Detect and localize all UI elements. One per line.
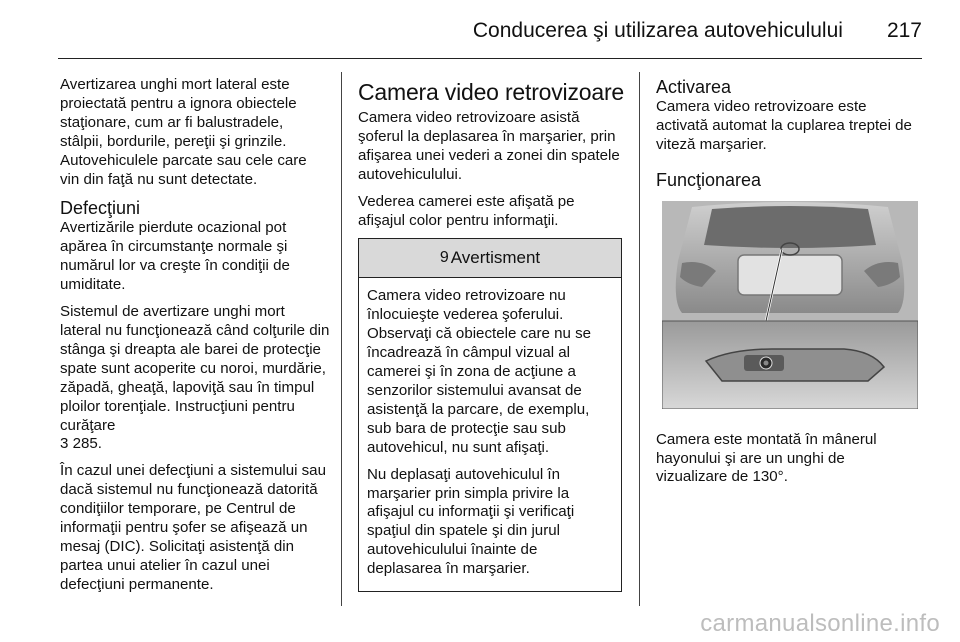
header-rule: [58, 58, 922, 59]
column-divider: [639, 72, 640, 606]
section-heading-activation: Activarea: [656, 77, 732, 97]
section-heading-camera: Camera video retrovizoare: [358, 79, 625, 105]
paragraph: Avertizările pierdute ocazional pot apărea în circumstanţe normale şi numărul lor va creşte în condiţii de umiditate.: [60, 219, 290, 294]
page-reference-link[interactable]: 285.: [72, 435, 102, 453]
rear-camera-illustration: [662, 201, 918, 409]
column-3: [656, 76, 918, 495]
page-title: Conducerea şi utilizarea autovehiculului: [472, 19, 843, 42]
column-2: [358, 78, 624, 592]
watermark: carmanualsonline.info: [700, 610, 940, 637]
paragraph: Vederea camerei este afişată pe afişajul color pentru informaţii.: [358, 192, 575, 229]
paragraph: Camera video retrovizoare nu înlocuieşte vederea şoferului. Observaţi că obiectele care nu se încadrează în câmpul vizual al camerei şi în zona de acţiune a senzorilor sistemului avansat de asistenţă la parcare, de exemplu, sub bara de protecţie sau sub autovehicul, nu sunt afişaţi.: [367, 287, 592, 456]
paragraph: În cazul unei defecţiuni a sistemului sau dacă sistemul nu funcţionează datorită condiţiilor temporare, pe Centrul de informaţii pentru şofer se afişează un mesaj (DIC). Solicitaţi asistenţă din partea unui atelier în cazul unei defecţiuni permanente.: [60, 462, 326, 593]
column-1: [60, 76, 330, 603]
warning-box: [358, 238, 622, 592]
page-number: 217: [886, 19, 922, 42]
page-header: [60, 14, 922, 48]
warning-title: Avertisment: [450, 247, 541, 267]
warning-triangle-icon: 9: [439, 248, 449, 266]
paragraph: Sistemul de avertizare unghi mort lateral nu funcţionează când colţurile din stânga şi dreapta ale barei de protecţie spate sunt acoperite cu noroi, murdărie, zăpadă, gheaţă, lapoviţă sau în timpul ploilor torenţiale. Instrucţiuni pentru curăţare 3 285.: [60, 303, 330, 453]
section-heading-operation: Funcţionarea: [656, 169, 762, 190]
warning-header: [359, 239, 621, 278]
column-divider: [341, 72, 342, 606]
paragraph: Avertizarea unghi mort lateral este proiectată pentru a ignora obiectele staţionare, cum ar fi balustradele, stâlpii, bordurile, pereţii şi grinzile. Autovehiculele parcate sau cele care vin din faţă nu sunt detectate.: [60, 76, 307, 188]
reference-arrow-icon: 3: [60, 435, 69, 453]
section-heading-defects: Defecţiuni: [60, 198, 141, 219]
paragraph: Camera este montată în mânerul hayonului şi are un unghi de vizualizare de 130°.: [656, 430, 877, 486]
paragraph: Camera video retrovizoare asistă şoferul la deplasarea în marşarier, prin afişarea unei vederi a zonei din spatele autovehiculului.: [358, 109, 620, 183]
paragraph: Nu deplasaţi autovehiculul în marşarier prin simpla privire la afişajul cu informaţii şi verificaţi spaţiul din spatele şi din jurul autovehiculului înainte de deplasarea în marşarier.: [367, 465, 575, 578]
paragraph: Camera video retrovizoare este activată automat la cuplarea treptei de viteză marşarier.: [656, 98, 912, 153]
warning-body: [359, 278, 621, 591]
